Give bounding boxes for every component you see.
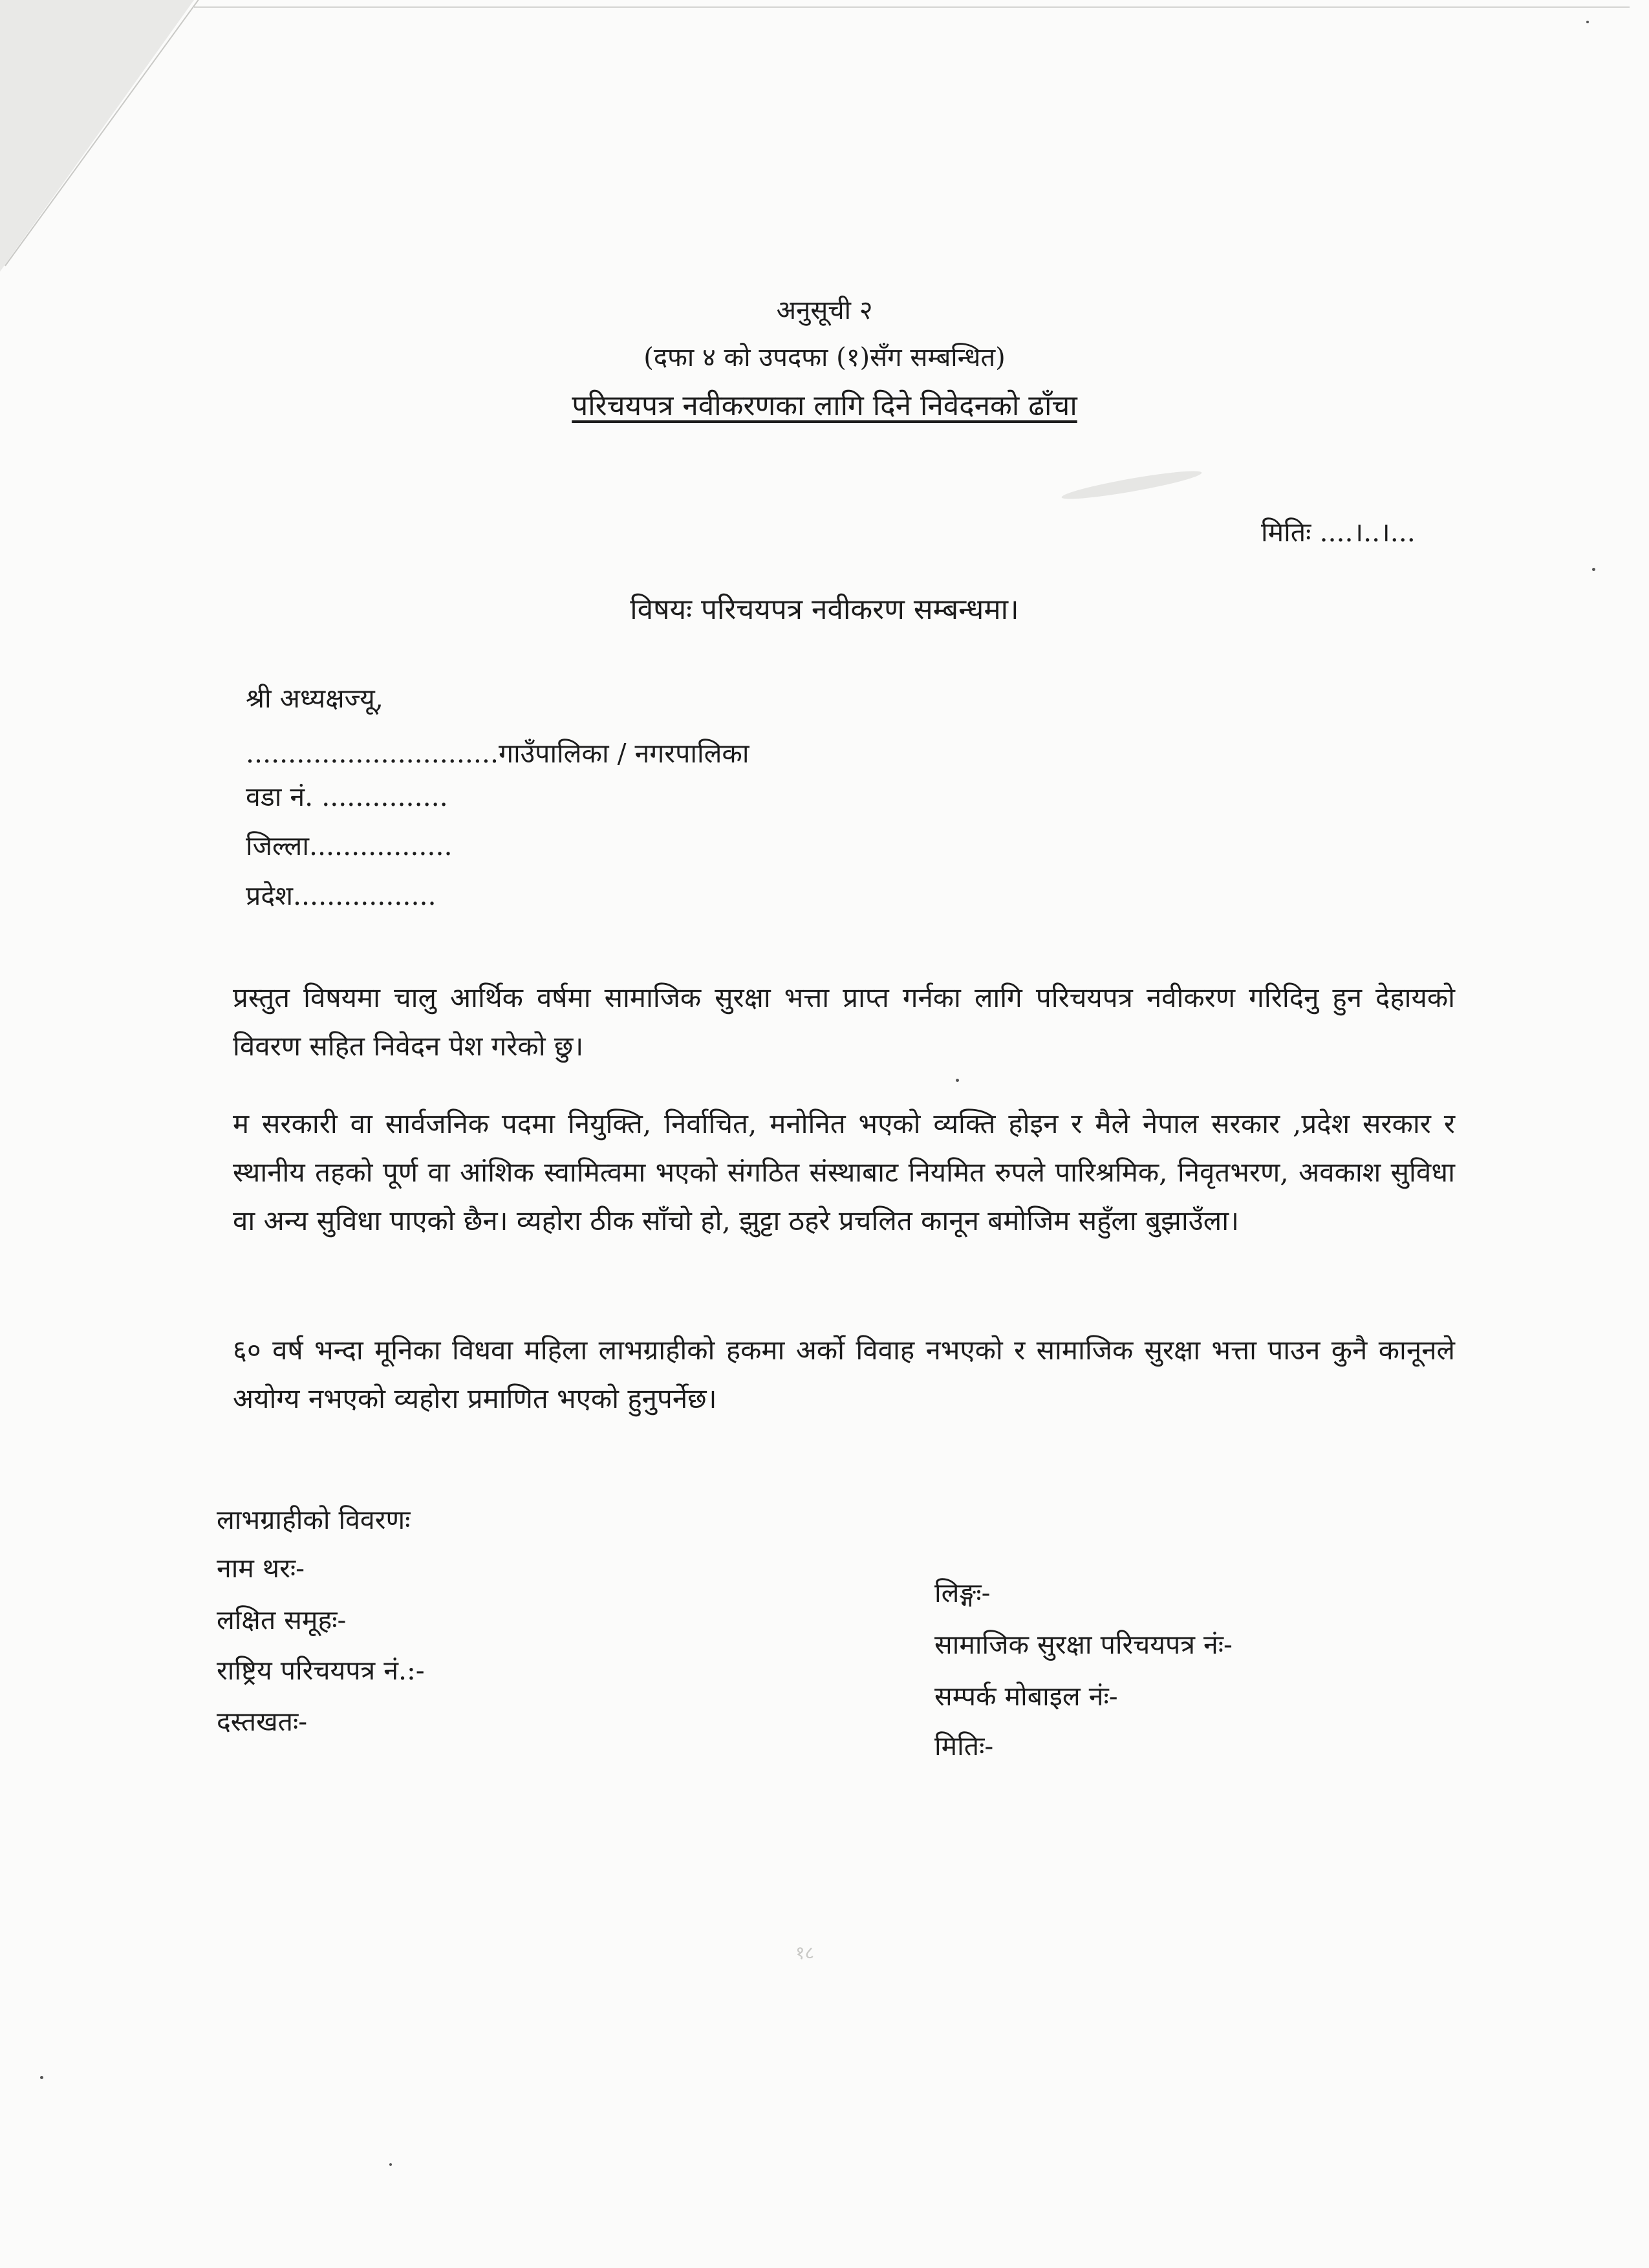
schedule-heading: अनुसूची २ — [776, 296, 873, 325]
scan-speck — [956, 1079, 959, 1082]
municipality-line: ..............................गाउँपालिका / नगरपालिका — [246, 738, 749, 769]
subject-line: विषयः परिचयपत्र नवीकरण सम्बन्धमा। — [630, 593, 1019, 626]
form-title: परिचयपत्र नवीकरणका लागि दिने निवेदनको ढाँचा — [572, 389, 1077, 422]
scan-speck — [1592, 568, 1595, 571]
province-line: प्रदेश................. — [246, 880, 436, 911]
beneficiary-heading: लाभग्राहीको विवरणः — [217, 1504, 411, 1535]
scan-speck — [1586, 21, 1589, 23]
salutation: श्री अध्यक्षज्यू, — [246, 683, 383, 714]
page-number: १८ — [795, 1942, 815, 1963]
paragraph-request: प्रस्तुत विषयमा चालु आर्थिक वर्षमा सामाजिक सुरक्षा भत्ता प्राप्त गर्नका लागि परिचयपत्र नवीकरण गरिदिनु हुन देहायको विवरण सहित निवेदन पेश गरेको छु। — [233, 982, 1455, 1062]
schedule-reference: (दफा ४ को उपदफा (१)सँग सम्बन्धित) — [643, 343, 1006, 373]
paragraph-widow-condition: ६० वर्ष भन्दा मूनिका विधवा महिला लाभग्राहीको हकमा अर्को विवाह नभएको र सामाजिक सुरक्षा भत्ता पाउन कुनै कानूनले अयोग्य नभएको व्यहोरा प्रमाणित भएको हुनुपर्नेछ। — [233, 1334, 1455, 1414]
scan-speck — [389, 2163, 392, 2166]
date-line: मितिः ....।..।... — [1261, 517, 1416, 548]
ward-line: वडा नं. ............... — [246, 781, 448, 812]
district-line: जिल्ला................. — [246, 830, 453, 861]
social-security-id-field-label: सामाजिक सुरक्षा परिचयपत्र नंः- — [934, 1629, 1233, 1660]
scan-edge-line — [194, 6, 1630, 8]
mobile-field-label: सम्पर्क मोबाइल नंः- — [934, 1681, 1118, 1712]
scan-speck — [40, 2076, 43, 2079]
name-field-label: नाम थरः- — [217, 1553, 305, 1584]
gender-field-label: लिङ्गः- — [934, 1577, 991, 1608]
signature-field-label: दस्तखतः- — [217, 1706, 308, 1737]
date-field-label: मितिः- — [934, 1731, 994, 1762]
paragraph-declaration: म सरकारी वा सार्वजनिक पदमा नियुक्ति, निर्वाचित, मनोनित भएको व्यक्ति होइन र मैले नेपाल सरकार ,प्रदेश सरकार र स्थानीय तहको पूर्ण वा आंशिक स्वामित्वमा भएको संगठित संस्थाबाट नियमित रुपले पारिश्रमिक, निवृतभरण, अवकाश सुविधा वा अन्य सुविधा पाएको छैन। व्यहोरा ठीक साँचो हो, झुट्टा ठहरे प्रचलित कानून बमोजिम सहुँला बुझाउँला। — [233, 1108, 1455, 1237]
scan-smudge — [1061, 466, 1203, 504]
target-group-field-label: लक्षित समूहः- — [217, 1604, 347, 1636]
national-id-field-label: राष्ट्रिय परिचयपत्र नं.:- — [217, 1655, 425, 1686]
